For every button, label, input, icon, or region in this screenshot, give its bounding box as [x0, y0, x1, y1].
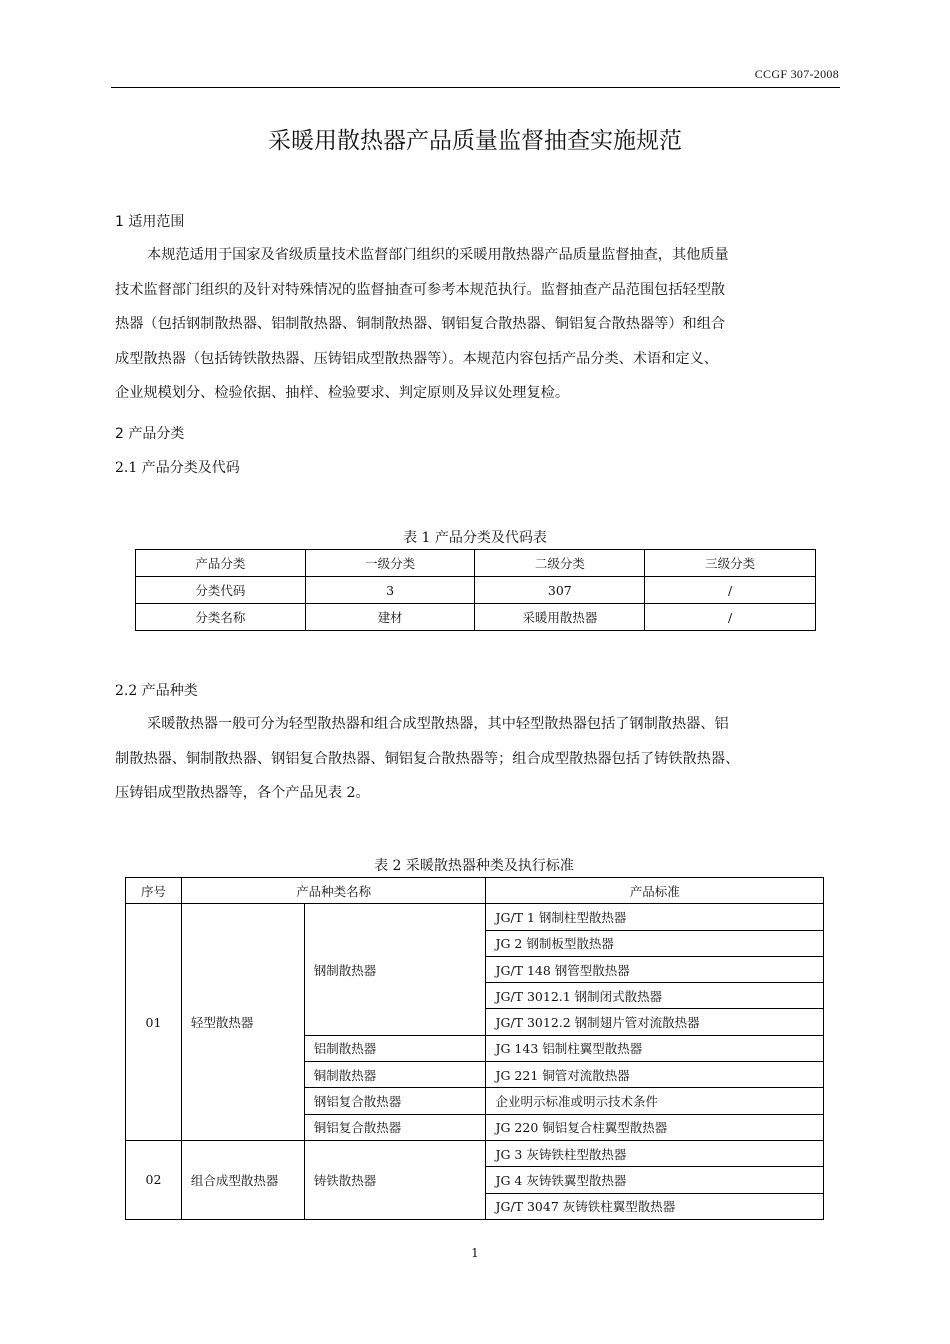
section2-heading: 2 产品分类 [115, 426, 185, 442]
table2-caption: 表 2 采暖散热器种类及执行标准 [374, 858, 574, 874]
table-header-row [126, 878, 824, 904]
table-cell: 产品分类 [136, 550, 306, 577]
header-no: 序号 [126, 878, 182, 904]
standard-cell: JG 2 钢制板型散热器 [486, 930, 824, 956]
standard-cell: JG/T 3047 灰铸铁柱翼型散热器 [486, 1193, 824, 1219]
table-row [136, 577, 816, 604]
table-cell: 分类代码 [136, 577, 306, 604]
standard-cell: 企业明示标准或明示技术条件 [486, 1088, 824, 1114]
cast-iron-radiator: 铸铁散热器 [304, 1140, 486, 1219]
standard-cell: JG/T 148 钢管型散热器 [486, 956, 824, 982]
para-line: 热器（包括钢制散热器、铝制散热器、铜制散热器、钢铝复合散热器、铜铝复合散热器等）和组合 [115, 316, 726, 333]
table-cell: 二级分类 [475, 550, 645, 577]
table-cell: 3 [305, 577, 475, 604]
table2 [125, 877, 824, 1220]
table1 [135, 549, 816, 631]
steel-radiator: 钢制散热器 [304, 904, 486, 1035]
section1-heading: 1 适用范围 [115, 214, 185, 230]
header-code: CCGF 307-2008 [754, 67, 839, 81]
table-row [136, 604, 816, 631]
header-name: 产品种类名称 [181, 878, 486, 904]
standard-cell: JG/T 3012.1 钢制闭式散热器 [486, 983, 824, 1009]
header-rule [111, 87, 840, 88]
document-title: 采暖用散热器产品质量监督抽查实施规范 [268, 128, 682, 154]
section2-2-heading: 2.2 产品种类 [115, 683, 198, 699]
table-row [126, 904, 824, 930]
table-cell: / [645, 604, 816, 631]
page-number: 1 [471, 1246, 479, 1260]
table-row [126, 1140, 824, 1166]
table-cell: 三级分类 [645, 550, 816, 577]
subtype-cell: 钢铝复合散热器 [304, 1088, 486, 1114]
table-cell: 分类名称 [136, 604, 306, 631]
section2-1-heading: 2.1 产品分类及代码 [115, 460, 240, 476]
group1-no: 01 [126, 904, 182, 1141]
standard-cell: JG 3 灰铸铁柱型散热器 [486, 1140, 824, 1166]
standard-cell: JG/T 1 钢制柱型散热器 [486, 904, 824, 930]
para-line: 企业规模划分、检验依据、抽样、检验要求、判定原则及异议处理复检。 [115, 385, 570, 402]
table-cell: 采暖用散热器 [475, 604, 645, 631]
para-line: 成型散热器（包括铸铁散热器、压铸铝成型散热器等）。本规范内容包括产品分类、术语和定义、 [115, 350, 718, 367]
para-line [115, 707, 839, 742]
para-line: 技术监督部门组织的及针对特殊情况的监督抽查可参考本规范执行。监督抽查产品范围包括轻型散 [115, 281, 726, 298]
table1-caption: 表 1 产品分类及代码表 [403, 530, 547, 546]
table-cell: 建材 [305, 604, 475, 631]
para-line-text: 本规范适用于国家及省级质量技术监督部门组织的采暖用散热器产品质量监督抽查，其他质量 [147, 247, 729, 263]
standard-cell: JG/T 3012.2 钢制翅片管对流散热器 [486, 1009, 824, 1035]
group1-name: 轻型散热器 [181, 904, 304, 1141]
para-line: 制散热器、铜制散热器、钢铝复合散热器、铜铝复合散热器等；组合成型散热器包括了铸铁散热器、 [115, 750, 740, 767]
group2-no: 02 [126, 1140, 182, 1219]
table-cell: / [645, 577, 816, 604]
table-row [136, 550, 816, 577]
subtype-cell: 铜制散热器 [304, 1062, 486, 1088]
subtype-cell: 铜铝复合散热器 [304, 1114, 486, 1140]
standard-cell: JG 221 铜管对流散热器 [486, 1062, 824, 1088]
para-line: 压铸铝成型散热器等，各个产品见表 2。 [115, 785, 370, 802]
header-standard: 产品标准 [486, 878, 824, 904]
group2-name: 组合成型散热器 [181, 1140, 304, 1219]
table-cell: 307 [475, 577, 645, 604]
standard-cell: JG 4 灰铸铁翼型散热器 [486, 1167, 824, 1193]
standard-cell: JG 220 铜铝复合柱翼型散热器 [486, 1114, 824, 1140]
section1-paragraph [115, 238, 839, 411]
para-line [115, 238, 839, 273]
para-line-text: 采暖散热器一般可分为轻型散热器和组合成型散热器，其中轻型散热器包括了钢制散热器、铝 [147, 716, 729, 732]
section2-paragraph [115, 707, 839, 811]
table-cell: 一级分类 [305, 550, 475, 577]
standard-cell: JG 143 铝制柱翼型散热器 [486, 1035, 824, 1061]
subtype-cell: 铝制散热器 [304, 1035, 486, 1061]
